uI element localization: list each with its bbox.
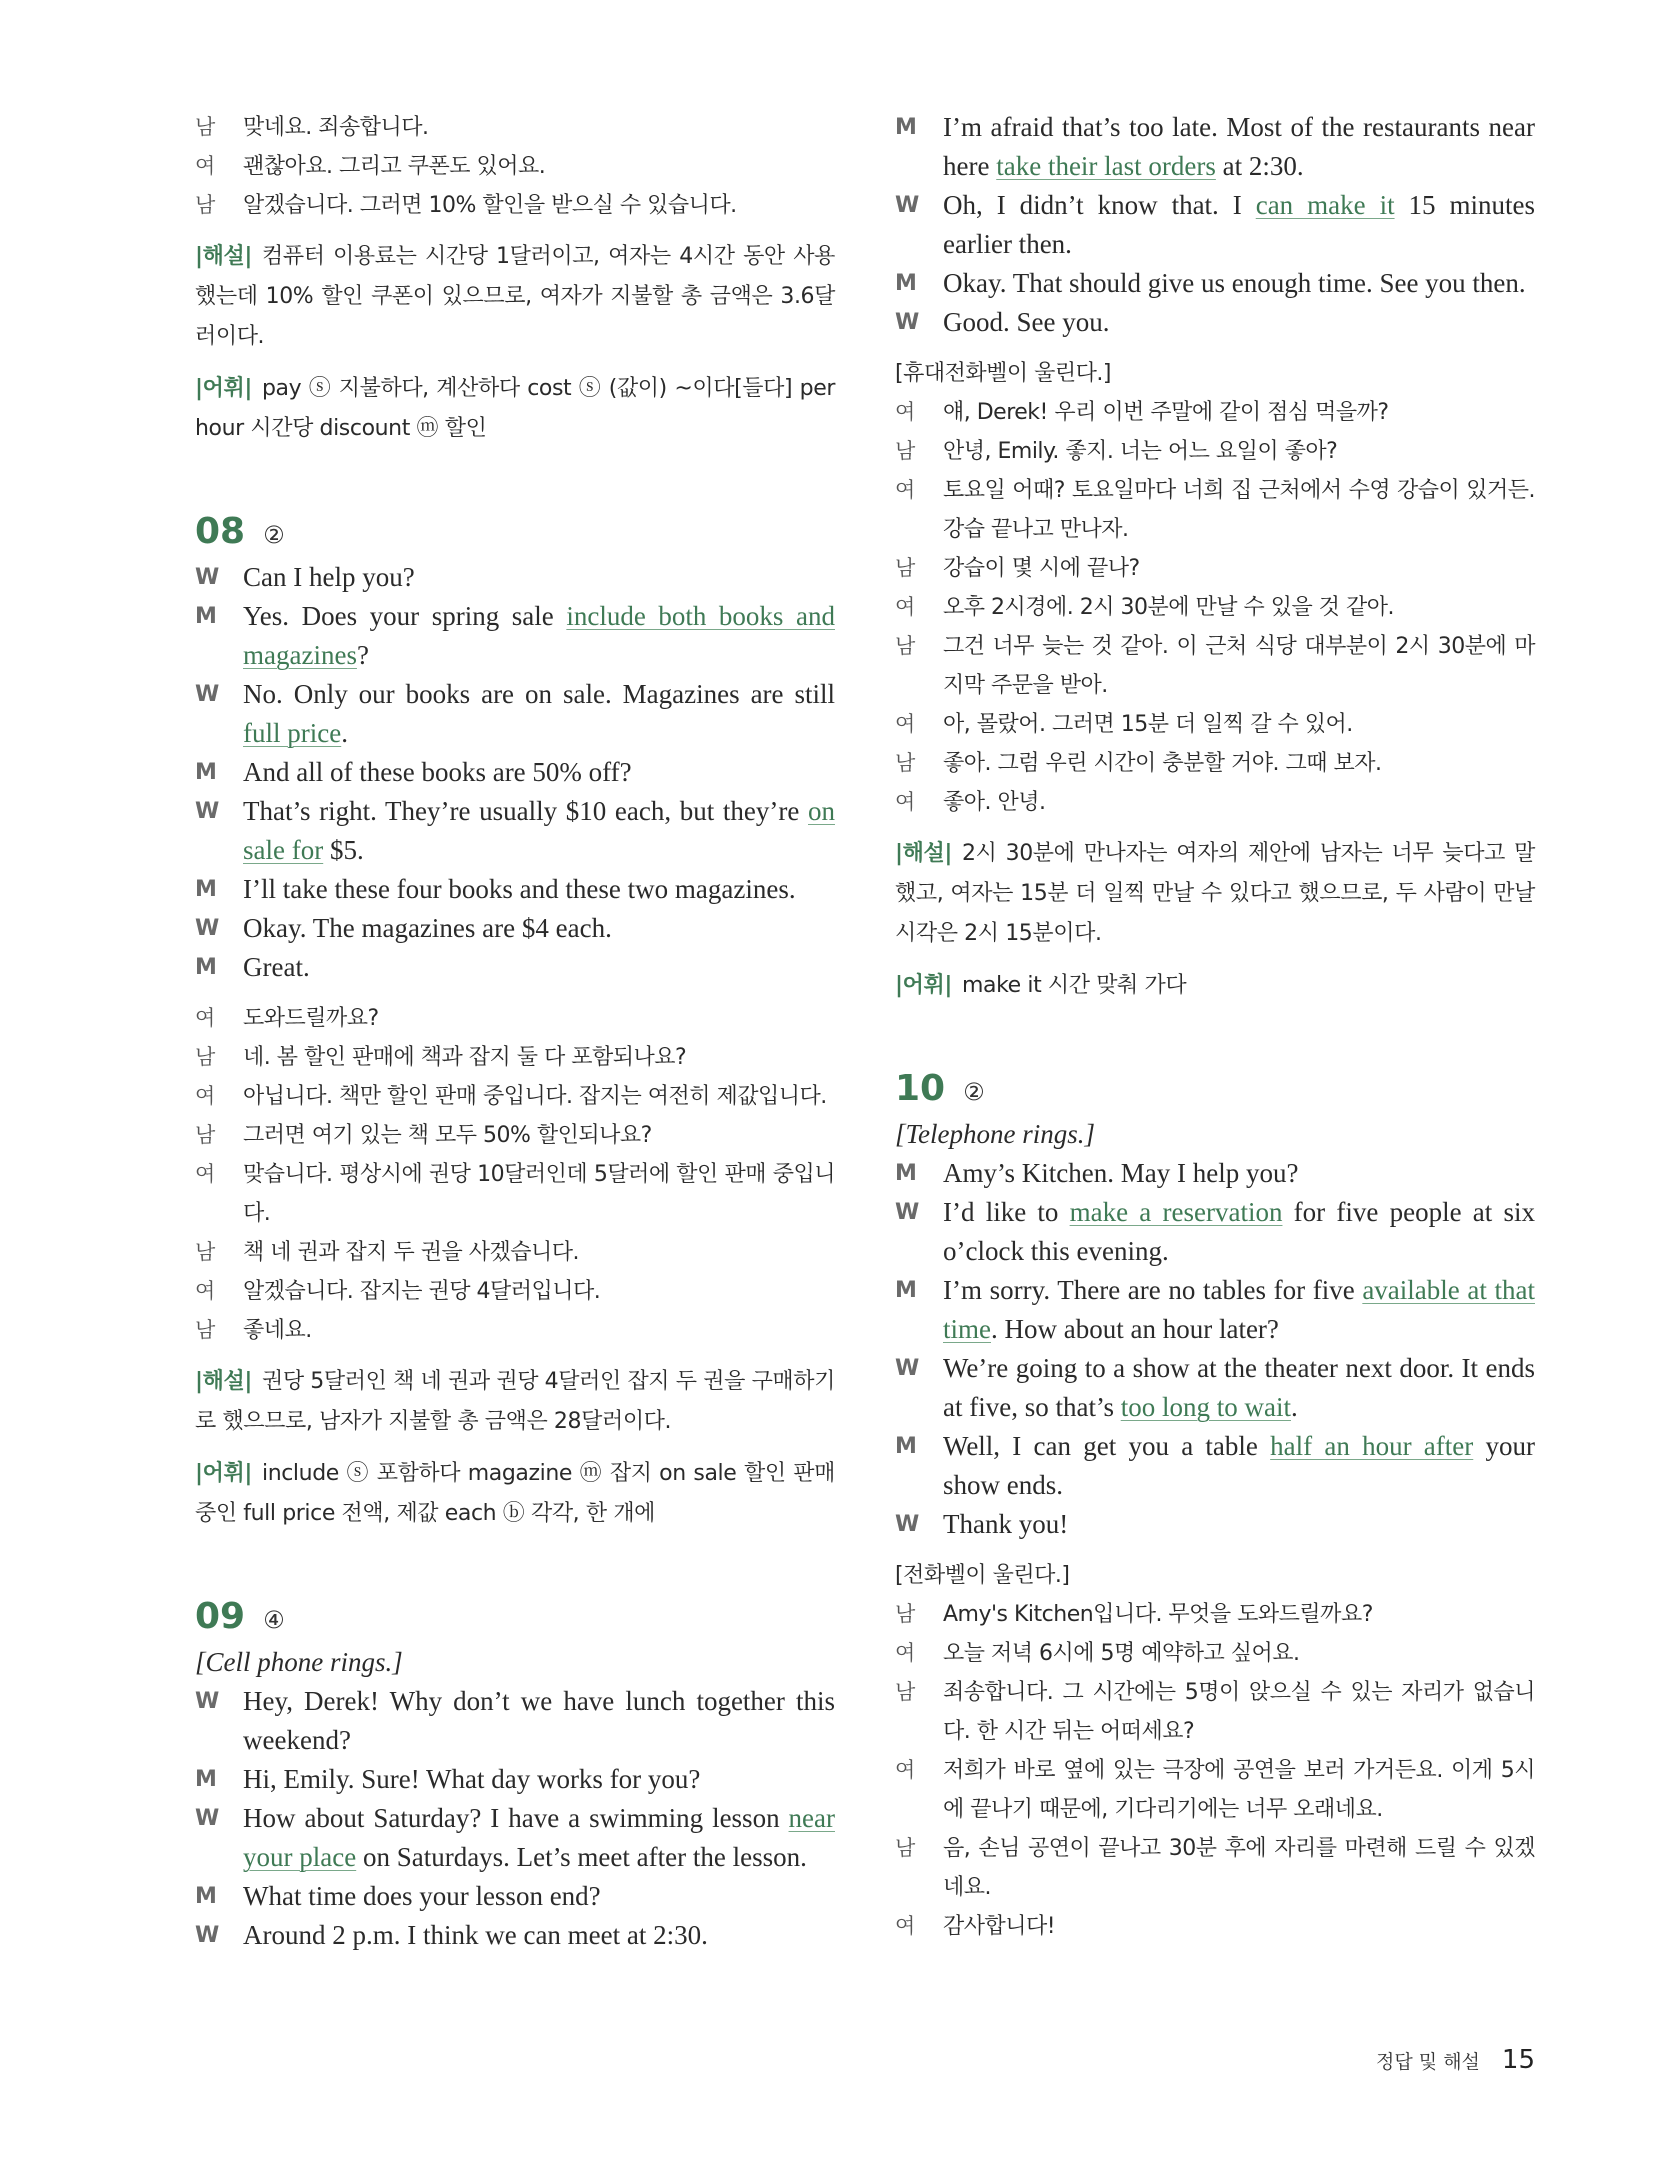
key-phrase: can make it — [1255, 190, 1395, 220]
text-run: at 2:30. — [1215, 151, 1304, 181]
translation-text: 오후 2시경에. 2시 30분에 만날 수 있을 것 같아. — [943, 595, 1394, 620]
text-run: Around 2 p.m. I think we can meet at 2:30. — [243, 1920, 708, 1950]
stage-direction-korean: [휴대전화벨이 울린다.] — [895, 361, 1111, 386]
translation-text: 책 네 권과 잡지 두 권을 사겠습니다. — [243, 1240, 579, 1265]
explanation-label: |해설| — [195, 244, 252, 269]
explanation-label: |해설| — [195, 1369, 252, 1394]
right-column — [895, 108, 1535, 1946]
dialogue-line — [895, 1505, 1535, 1544]
dialogue-text — [243, 1799, 835, 1877]
speaker-label: W — [895, 193, 920, 218]
dialogue-line — [195, 870, 835, 909]
translation-line — [895, 588, 1535, 627]
dialogue-english-09 — [195, 1682, 835, 1955]
question-10-header — [895, 1068, 1535, 1109]
key-phrase: too long to wait — [1120, 1392, 1291, 1422]
text-run: your show ends. — [943, 1431, 1535, 1500]
translation-text: 좋네요. — [243, 1318, 312, 1343]
vocabulary-text: include ⓢ 포함하다 magazine ⓜ 잡지 on sale 할인 판매 중인 full price 전액, 제값 each ⓑ 각각, 한 개에 — [195, 1461, 835, 1526]
dialogue-text — [243, 1877, 835, 1916]
speaker-label: 여 — [195, 1084, 215, 1108]
text-run: Hey, Derek! Why don’t we have lunch together this weekend? — [243, 1686, 835, 1755]
translation-text: 그건 너무 늦는 것 같아. 이 근처 식당 대부분이 2시 30분에 마지막 주문을 받아. — [943, 634, 1535, 698]
translation-line — [195, 1116, 835, 1155]
vocabulary-text: make it 시간 맞춰 가다 — [961, 973, 1187, 998]
speaker-label: 여 — [895, 790, 915, 814]
vocabulary-label: |어휘| — [895, 973, 952, 998]
text-run: 15 minutes earlier then. — [943, 190, 1535, 259]
text-run: Can I help you? — [243, 562, 415, 592]
speaker-label: 남 — [895, 1680, 915, 1704]
text-run: . — [341, 718, 348, 748]
question-number: 10 — [895, 1068, 946, 1109]
text-run: Amy’s Kitchen. May I help you? — [943, 1158, 1299, 1188]
translation-line — [895, 627, 1535, 705]
text-run: . — [1290, 1392, 1298, 1422]
explanation-text: 권당 5달러인 책 네 권과 권당 4달러인 잡지 두 권을 구매하기로 했으므로, 남자가 지불할 총 금액은 28달러이다. — [195, 1369, 835, 1434]
text-run: And all of these books are 50% off? — [243, 757, 632, 787]
translation-line — [195, 1038, 835, 1077]
stage-direction-korean: [전화벨이 울린다.] — [895, 1563, 1070, 1588]
speaker-label: M — [195, 760, 217, 785]
speaker-label: 남 — [895, 634, 915, 658]
stage-direction: [Cell phone rings.] — [195, 1647, 403, 1677]
speaker-label: 여 — [195, 154, 215, 178]
dialogue-line — [195, 675, 835, 753]
explanation-text: 2시 30분에 만나자는 여자의 제안에 남자는 너무 늦다고 말했고, 여자는 15분 더 일찍 만날 수 있다고 했으므로, 두 사람이 만날 시각은 2시 15분이다. — [895, 841, 1535, 946]
dialogue-korean-09 — [895, 393, 1535, 822]
speaker-label: W — [895, 1356, 920, 1381]
translation-line — [195, 1311, 835, 1350]
dialogue-line — [895, 264, 1535, 303]
dialogue-text — [943, 1427, 1535, 1505]
translation-line — [895, 1829, 1535, 1907]
speaker-label: 여 — [895, 595, 915, 619]
text-run: That’s right. They’re usually $10 each, but they’re — [243, 796, 808, 826]
dialogue-text — [943, 1154, 1535, 1193]
translation-text: 좋아. 그럼 우린 시간이 충분할 거야. 그때 보자. — [943, 751, 1382, 776]
translation-text: 토요일 어때? 토요일마다 너희 집 근처에서 수영 강습이 있거든. 강습 끝나고 만나자. — [943, 478, 1535, 542]
translation-text: 저희가 바로 옆에 있는 극장에 공연을 보러 가거든요. 이게 5시에 끝나기 때문에, 기다리기에는 너무 오래네요. — [943, 1758, 1535, 1822]
speaker-label: M — [195, 604, 217, 629]
dialogue-line — [195, 1877, 835, 1916]
translation-line — [895, 744, 1535, 783]
dialogue-text — [243, 792, 835, 870]
text-run: I’m afraid that’s too late. Most of the restaurants near here — [943, 112, 1535, 181]
dialogue-english-10 — [895, 1154, 1535, 1544]
dialogue-line — [195, 753, 835, 792]
text-run: ? — [356, 640, 369, 670]
text-run: $5. — [323, 835, 364, 865]
vocabulary-label: |어휘| — [195, 1461, 252, 1486]
dialogue-line — [195, 1682, 835, 1760]
text-run: How about Saturday? I have a swimming lesson — [243, 1803, 789, 1833]
answer-marker: ④ — [263, 1606, 285, 1634]
dialogue-line — [895, 1154, 1535, 1193]
speaker-label: 남 — [895, 751, 915, 775]
translation-text: 알겠습니다. 잡지는 권당 4달러입니다. — [243, 1279, 601, 1304]
key-phrase: on sale for — [243, 796, 835, 865]
dialogue-english-08 — [195, 558, 835, 987]
translation-text: 그러면 여기 있는 책 모두 50% 할인되나요? — [243, 1123, 652, 1148]
translation-text: 안녕, Emily. 좋지. 너는 어느 요일이 좋아? — [943, 439, 1338, 464]
speaker-label: 여 — [895, 1914, 915, 1938]
key-phrase: make a reservation — [1069, 1197, 1283, 1227]
speaker-label: 남 — [195, 115, 215, 139]
dialogue-korean-08 — [195, 999, 835, 1350]
dialogue-line — [895, 1271, 1535, 1349]
key-phrase: available at that time — [943, 1275, 1535, 1344]
text-run: for five people at six o’clock this evening. — [943, 1197, 1535, 1266]
text-run: on Saturdays. Let’s meet after the lesson. — [356, 1842, 807, 1872]
explanation-08 — [195, 1362, 835, 1442]
dialogue-text — [243, 1682, 835, 1760]
speaker-label: W — [895, 310, 920, 335]
dialogue-english-09-cont — [895, 108, 1535, 342]
dialogue-text — [943, 186, 1535, 264]
dialogue-line — [195, 909, 835, 948]
speaker-label: M — [895, 1278, 917, 1303]
question-number: 09 — [195, 1596, 246, 1637]
speaker-label: W — [195, 1689, 220, 1714]
dialogue-line — [195, 948, 835, 987]
speaker-label: W — [895, 1200, 920, 1225]
dialogue-line — [195, 1799, 835, 1877]
dialogue-line — [195, 792, 835, 870]
dialogue-line — [195, 1760, 835, 1799]
text-run: Okay. The magazines are $4 each. — [243, 913, 612, 943]
translation-text: 알겠습니다. 그러면 10% 할인을 받으실 수 있습니다. — [243, 193, 737, 218]
translation-line — [895, 1673, 1535, 1751]
speaker-label: 여 — [895, 712, 915, 736]
text-run: I’d like to — [943, 1197, 1070, 1227]
speaker-label: W — [895, 1512, 920, 1537]
translation-text: 맞네요. 죄송합니다. — [243, 115, 429, 140]
translation-text: 괜찮아요. 그리고 쿠폰도 있어요. — [243, 154, 546, 179]
question-09-header — [195, 1596, 835, 1637]
dialogue-line — [195, 558, 835, 597]
speaker-label: W — [195, 682, 220, 707]
text-run: We’re going to a show at the theater next door. It ends at five, so that’s — [943, 1353, 1535, 1422]
vocabulary-label: |어휘| — [195, 376, 252, 401]
speaker-label: 남 — [195, 1123, 215, 1147]
explanation-07 — [195, 237, 835, 357]
translation-line — [195, 999, 835, 1038]
translation-text: 음, 손님 공연이 끝나고 30분 후에 자리를 마련해 드릴 수 있겠네요. — [943, 1836, 1535, 1900]
translation-line — [895, 549, 1535, 588]
translation-text: 네. 봄 할인 판매에 책과 잡지 둘 다 포함되나요? — [243, 1045, 687, 1070]
translation-text: 감사합니다! — [943, 1914, 1056, 1939]
speaker-label: M — [895, 1434, 917, 1459]
speaker-label: 여 — [895, 1758, 915, 1782]
dialogue-korean-07-end — [195, 108, 835, 225]
dialogue-line — [895, 1427, 1535, 1505]
speaker-label: M — [195, 877, 217, 902]
dialogue-text — [943, 1193, 1535, 1271]
page-footer — [1376, 2045, 1535, 2075]
speaker-label: 남 — [895, 556, 915, 580]
speaker-label: 여 — [195, 1279, 215, 1303]
speaker-label: 여 — [895, 400, 915, 424]
dialogue-text — [943, 264, 1535, 303]
translation-line — [895, 393, 1535, 432]
translation-text: 아, 몰랐어. 그러면 15분 더 일찍 갈 수 있어. — [943, 712, 1353, 737]
speaker-label: 여 — [195, 1006, 215, 1030]
translation-line — [195, 1155, 835, 1233]
text-run: What time does your lesson end? — [243, 1881, 601, 1911]
speaker-label: W — [195, 799, 220, 824]
speaker-label: 남 — [895, 1836, 915, 1860]
dialogue-text — [943, 108, 1535, 186]
key-phrase: include both books and magazines — [243, 601, 835, 670]
translation-line — [195, 1077, 835, 1116]
text-run: I’m sorry. There are no tables for five — [943, 1275, 1363, 1305]
text-run: Great. — [243, 952, 310, 982]
translation-line — [895, 432, 1535, 471]
dialogue-line — [195, 597, 835, 675]
dialogue-korean-10 — [895, 1595, 1535, 1946]
dialogue-text — [243, 558, 835, 597]
speaker-label: M — [195, 955, 217, 980]
translation-text: 아닙니다. 책만 할인 판매 중입니다. 잡지는 여전히 제값입니다. — [243, 1084, 827, 1109]
stage-direction: [Telephone rings.] — [895, 1119, 1096, 1149]
text-run: Thank you! — [943, 1509, 1069, 1539]
explanation-text: 컴퓨터 이용료는 시간당 1달러이고, 여자는 4시간 동안 사용했는데 10% 할인 쿠폰이 있으므로, 여자가 지불할 총 금액은 3.6달러이다. — [195, 244, 835, 349]
dialogue-text — [243, 870, 835, 909]
translation-text: 죄송합니다. 그 시간에는 5명이 앉으실 수 있는 자리가 없습니다. 한 시간 뒤는 어떠세요? — [943, 1680, 1535, 1744]
translation-line — [895, 471, 1535, 549]
translation-line — [895, 1595, 1535, 1634]
translation-line — [895, 1751, 1535, 1829]
text-run: Yes. Does your spring sale — [243, 601, 567, 631]
dialogue-text — [243, 753, 835, 792]
text-run: No. Only our books are on sale. Magazines are still — [243, 679, 835, 709]
dialogue-text — [943, 1349, 1535, 1427]
text-run: Oh, I didn’t know that. I — [943, 190, 1256, 220]
translation-line — [895, 1634, 1535, 1673]
text-run: I’ll take these four books and these two magazines. — [243, 874, 796, 904]
text-run: Hi, Emily. Sure! What day works for you? — [243, 1764, 701, 1794]
speaker-label: 남 — [895, 439, 915, 463]
speaker-label: M — [195, 1767, 217, 1792]
text-run: Good. See you. — [943, 307, 1110, 337]
speaker-label: W — [195, 1923, 220, 1948]
translation-text: 강습이 몇 시에 끝나? — [943, 556, 1140, 581]
dialogue-line — [895, 1349, 1535, 1427]
left-column — [195, 108, 835, 1955]
speaker-label: M — [895, 1161, 917, 1186]
translation-line — [895, 705, 1535, 744]
vocabulary-09 — [895, 966, 1535, 1006]
dialogue-text — [243, 1916, 835, 1955]
translation-line — [195, 186, 835, 225]
speaker-label: 여 — [195, 1162, 215, 1186]
speaker-label: 여 — [895, 1641, 915, 1665]
translation-text: 도와드릴까요? — [243, 1006, 379, 1031]
speaker-label: 남 — [195, 1240, 215, 1264]
section-title: 정답 및 해설 — [1376, 2051, 1480, 2073]
key-phrase: take their last orders — [996, 151, 1216, 181]
dialogue-text — [243, 948, 835, 987]
text-run: Well, I can get you a table — [943, 1431, 1271, 1461]
speaker-label: M — [195, 1884, 217, 1909]
speaker-label: W — [195, 565, 220, 590]
question-number: 08 — [195, 511, 246, 552]
speaker-label: 남 — [895, 1602, 915, 1626]
speaker-label: 남 — [195, 1318, 215, 1342]
dialogue-line — [195, 1916, 835, 1955]
text-run: Okay. That should give us enough time. See you then. — [943, 268, 1526, 298]
dialogue-line — [895, 108, 1535, 186]
dialogue-text — [943, 1271, 1535, 1349]
speaker-label: M — [895, 115, 917, 140]
page-number: 15 — [1501, 2045, 1535, 2075]
dialogue-text — [243, 1760, 835, 1799]
speaker-label: W — [195, 1806, 220, 1831]
speaker-label: 남 — [195, 193, 215, 217]
dialogue-text — [243, 675, 835, 753]
translation-text: 오늘 저녁 6시에 5명 예약하고 싶어요. — [943, 1641, 1300, 1666]
key-phrase: near your place — [243, 1803, 835, 1872]
dialogue-line — [895, 1193, 1535, 1271]
speaker-label: W — [195, 916, 220, 941]
answer-marker: ② — [263, 521, 285, 549]
speaker-label: M — [895, 271, 917, 296]
key-phrase: half an hour after — [1270, 1431, 1474, 1461]
translation-text: 맞습니다. 평상시에 권당 10달러인데 5달러에 할인 판매 중입니다. — [243, 1162, 835, 1226]
translation-line — [195, 108, 835, 147]
dialogue-text — [243, 597, 835, 675]
explanation-label: |해설| — [895, 841, 952, 866]
answer-marker: ② — [963, 1078, 985, 1106]
translation-text: Amy's Kitchen입니다. 무엇을 도와드릴까요? — [943, 1602, 1373, 1627]
translation-line — [895, 1907, 1535, 1946]
translation-line — [195, 1233, 835, 1272]
text-run: . How about an hour later? — [991, 1314, 1279, 1344]
vocabulary-text: pay ⓢ 지불하다, 계산하다 cost ⓢ (값이) ~이다[들다] per hour 시간당 discount ⓜ 할인 — [195, 376, 835, 441]
translation-text: 좋아. 안녕. — [943, 790, 1046, 815]
translation-line — [195, 1272, 835, 1311]
speaker-label: 여 — [895, 478, 915, 502]
translation-line — [895, 783, 1535, 822]
dialogue-line — [895, 186, 1535, 264]
key-phrase: full price — [243, 718, 342, 748]
dialogue-text — [943, 303, 1535, 342]
translation-line — [195, 147, 835, 186]
vocabulary-08 — [195, 1454, 835, 1534]
explanation-09 — [895, 834, 1535, 954]
question-08-header — [195, 511, 835, 552]
dialogue-text — [943, 1505, 1535, 1544]
dialogue-line — [895, 303, 1535, 342]
dialogue-text — [243, 909, 835, 948]
vocabulary-07 — [195, 369, 835, 449]
speaker-label: 남 — [195, 1045, 215, 1069]
translation-text: 얘, Derek! 우리 이번 주말에 같이 점심 먹을까? — [943, 400, 1389, 425]
